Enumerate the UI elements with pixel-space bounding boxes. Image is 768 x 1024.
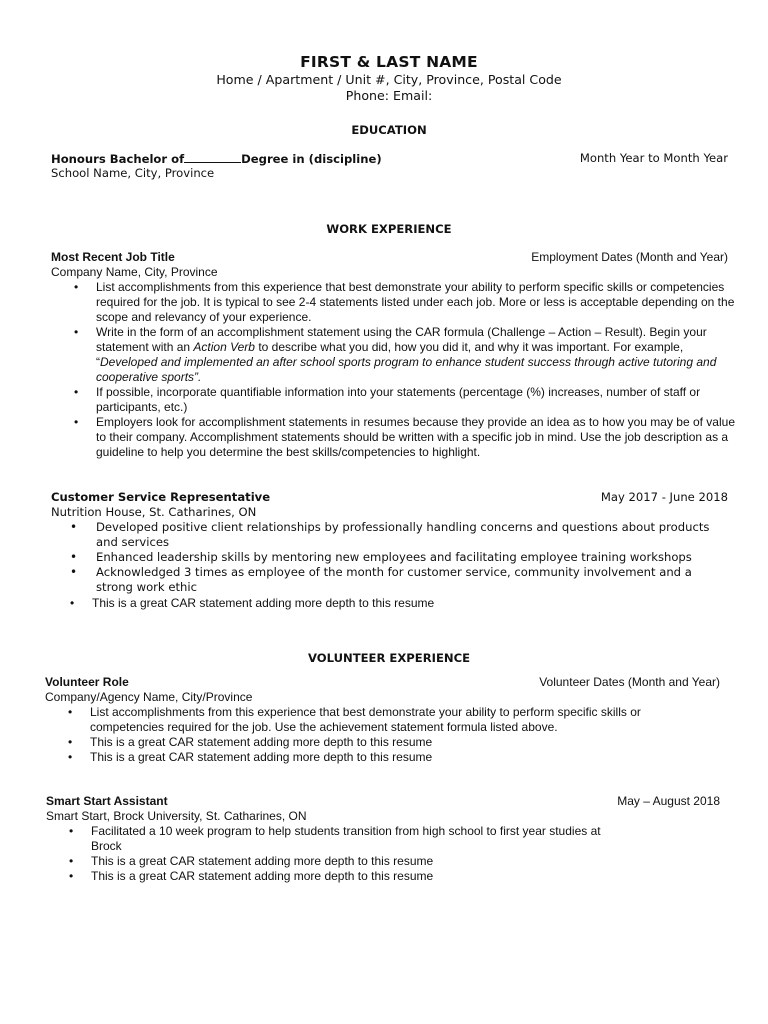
education-degree — [51, 151, 382, 167]
bullet-text: Facilitated a 10 week program to help students transition from high school to first year studies at Brock — [91, 824, 601, 853]
bullet-text: List accomplishments from this experience that best demonstrate your ability to perform specific skills or competencies required for the job. Use the achievement statement formula listed above. — [90, 705, 641, 734]
volunteer1-bullets — [68, 705, 690, 765]
bullet-text: Employers look for accomplishment statements in resumes because they provide an idea as to how you may be of value to their company. Accomplishment statements should be written with a specific job in mind. Use the job description as a guideline to help you determine the best skills/competencies to highlight. — [96, 415, 735, 459]
bullet-glyph: • — [68, 705, 73, 719]
bullet-glyph: • — [69, 869, 74, 883]
job1-bullets — [74, 280, 736, 460]
bullet-text: to describe what you did, how you did it, and why it was important. For example, “ — [96, 340, 684, 369]
volunteer2-bullets — [69, 824, 631, 884]
job1-company: Company Name, City, Province — [51, 265, 218, 279]
job1-title: Most Recent Job Title — [51, 250, 175, 264]
list-item — [68, 705, 690, 735]
education-dates: Month Year to Month Year — [579, 151, 728, 165]
bullet-text: If possible, incorporate quantifiable information into your statements (percentage (%) increases, number of staff or participants, etc.) — [96, 385, 701, 414]
volunteer1-dates: Volunteer Dates (Month and Year) — [539, 675, 720, 689]
bullet-text: Enhanced leadership skills by mentoring new employees and facilitating employee training workshops — [96, 550, 692, 564]
list-item — [69, 869, 631, 884]
education-school: School Name, City, Province — [51, 166, 215, 180]
bullet-glyph: • — [69, 824, 74, 838]
bullet-glyph: • — [70, 520, 78, 534]
volunteer1-company: Company/Agency Name, City/Province — [45, 690, 253, 704]
job2-title: Customer Service Representative — [51, 490, 271, 504]
bullet-glyph: • — [70, 596, 75, 610]
job2-company: Nutrition House, St. Catharines, ON — [51, 505, 257, 519]
bullet-italic-text: Action Verb — [193, 340, 255, 354]
degree-suffix: Degree in (discipline) — [241, 152, 382, 166]
resume-header — [0, 52, 768, 104]
bullet-text: This is a great CAR statement adding more depth to this resume — [90, 750, 433, 764]
bullet-glyph: • — [74, 385, 79, 399]
list-item — [70, 550, 732, 565]
bullet-text: Developed positive client relationships by professionally handling concerns and questions about products and services — [96, 520, 710, 549]
bullet-text: This is a great CAR statement adding more depth to this resume — [90, 735, 433, 749]
list-item — [68, 750, 690, 765]
list-item — [70, 596, 732, 611]
bullet-glyph: • — [68, 735, 73, 749]
degree-prefix: Honours Bachelor of — [51, 152, 185, 166]
education-heading: EDUCATION — [351, 123, 427, 137]
list-item — [70, 520, 732, 550]
job1-dates: Employment Dates (Month and Year) — [531, 250, 728, 264]
job2-extra-bullets — [70, 596, 732, 611]
bullet-text: Write in the form of an accomplishment statement using the CAR formula (Challenge – Action – Result). Begin your statement with an — [96, 325, 707, 354]
bullet-glyph: • — [69, 854, 74, 868]
degree-blank-line — [184, 151, 241, 163]
bullet-glyph: • — [68, 750, 73, 764]
job2-dates: May 2017 - June 2018 — [600, 490, 728, 504]
bullet-glyph: • — [70, 565, 78, 579]
bullet-text: This is a great CAR statement adding more depth to this resume — [91, 854, 434, 868]
bullet-italic-text: Developed and implemented an after school sports program to enhance student success through active tutoring and cooperative sports”. — [96, 355, 717, 384]
list-item — [74, 325, 736, 385]
volunteer2-dates: May – August 2018 — [617, 794, 720, 808]
list-item — [69, 824, 631, 854]
applicant-contact: Phone: Email: — [345, 88, 433, 103]
bullet-text: Acknowledged 3 times as employee of the month for customer service, community involvement and a strong work ethic — [96, 565, 692, 594]
bullet-text: This is a great CAR statement adding more depth to this resume — [92, 596, 435, 610]
bullet-glyph: • — [74, 325, 79, 339]
bullet-glyph: • — [74, 415, 79, 429]
list-item — [69, 854, 631, 869]
applicant-address: Home / Apartment / Unit #, City, Province, Postal Code — [216, 72, 562, 87]
list-item — [74, 415, 736, 460]
applicant-name: FIRST & LAST NAME — [300, 53, 478, 71]
list-item — [74, 385, 736, 415]
bullet-text: This is a great CAR statement adding more depth to this resume — [91, 869, 434, 883]
volunteer2-company: Smart Start, Brock University, St. Catharines, ON — [46, 809, 307, 823]
bullet-glyph: • — [74, 280, 79, 294]
bullet-text: List accomplishments from this experience that best demonstrate your ability to perform specific skills or competencies required for the job. It is typical to see 2-4 statements listed under each job. More or less is acceptable depending on the scope and relevancy of your experience. — [96, 280, 735, 324]
volunteer1-title: Volunteer Role — [45, 675, 129, 689]
work-heading: WORK EXPERIENCE — [326, 222, 452, 236]
list-item — [68, 735, 690, 750]
job2-bullets — [70, 520, 732, 595]
bullet-glyph: • — [70, 550, 78, 564]
volunteer-heading: VOLUNTEER EXPERIENCE — [308, 651, 470, 665]
list-item — [70, 565, 732, 595]
volunteer2-title: Smart Start Assistant — [46, 794, 168, 808]
list-item — [74, 280, 736, 325]
